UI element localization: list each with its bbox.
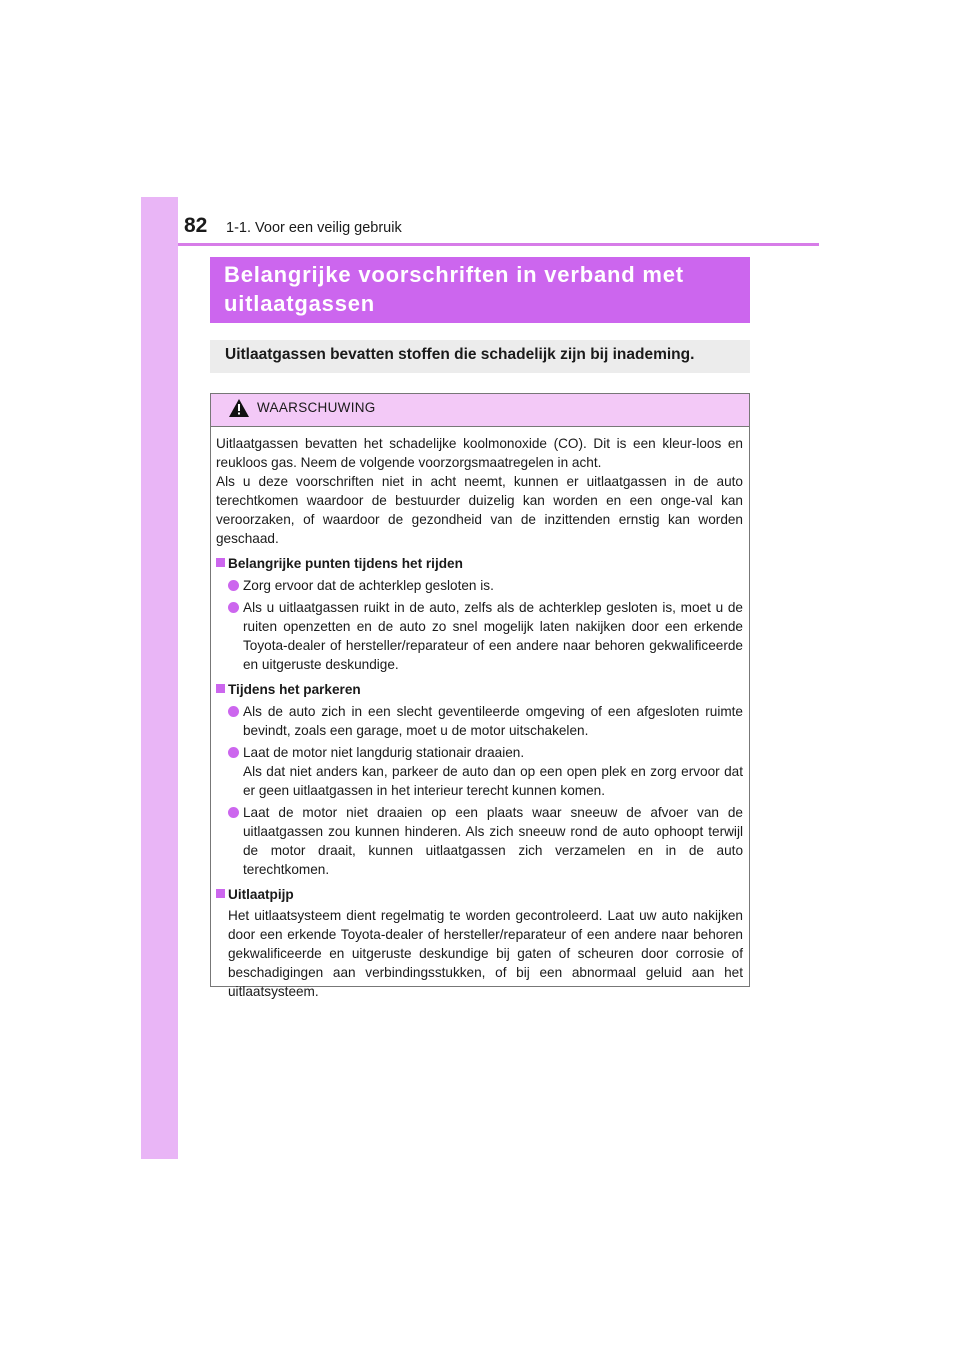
section-heading-text: Belangrijke punten tijdens het rijden [228,556,463,571]
section-heading-text: Tijdens het parkeren [228,682,361,697]
list-item-text: Als u uitlaatgassen ruikt in de auto, zelfs als de achterklep gesloten is, moet u de ruiten openzetten en de auto zo snel mogelijk laten nakijken door een erkende Toyota-dealer of hersteller/reparateur of een andere naar behoren gekwalificeerde en uitgeruste deskundige. [243,600,743,672]
running-head: 1-1. Voor een veilig gebruik [226,220,402,236]
list-item-text: Laat de motor niet draaien op een plaats waar sneeuw de afvoer van de uitlaatgassen zou kunnen hinderen. Als zich sneeuw rond de auto ophoopt terwijl de motor draait, kunnen uitlaatgassen zich verzamelen en in de auto terechtkomen. [243,805,743,877]
warning-triangle-icon [229,399,249,417]
list-item [216,702,743,740]
warning-header [211,394,749,427]
list-item [216,803,743,879]
list-item-text: Laat de motor niet langdurig stationair draaien. [243,745,525,760]
square-bullet-icon [216,684,225,693]
circle-bullet-icon [228,747,239,758]
list-item-text: Als de auto zich in een slecht geventileerde omgeving of een afgesloten ruimte bevindt, zoals een garage, moet u de motor uitschakelen. [243,704,743,738]
warning-box [210,393,750,999]
warning-body [216,434,743,1001]
circle-bullet-icon [228,807,239,818]
section-heading-driving [216,554,743,573]
section-title-line-1: Belangrijke voorschriften in verband met [224,262,684,287]
page-number: 82 [184,214,208,237]
warning-paragraph: Uitlaatgassen bevatten het schadelijke koolmonoxide (CO). Dit is een kleur-loos en reukloos gas. Neem de volgende voorzorgsmaatregelen in acht. [216,436,743,470]
section-heading-text: Uitlaatpijp [228,887,294,902]
side-tab-strip [141,197,178,1159]
square-bullet-icon [216,558,225,567]
section-title-banner [210,257,750,323]
square-bullet-icon [216,889,225,898]
header-rule [178,243,819,246]
circle-bullet-icon [228,706,239,717]
circle-bullet-icon [228,602,239,613]
list-item-text: Zorg ervoor dat de achterklep gesloten is. [243,578,494,593]
section-title-line-2: uitlaatgassen [224,291,376,316]
list-item [216,598,743,674]
list-item [216,743,743,762]
list-item-continuation: Als dat niet anders kan, parkeer de auto dan op een open plek en zorg ervoor dat er geen uitlaatgassen in het interieur terecht kunnen komen. [243,764,743,798]
warning-label: WAARSCHUWING [257,400,376,415]
list-item [216,576,743,595]
section-heading-parking [216,680,743,699]
intro-box [210,340,750,373]
circle-bullet-icon [228,580,239,591]
section-heading-exhaust-pipe [216,885,743,904]
section-text: Het uitlaatsysteem dient regelmatig te worden gecontroleerd. Laat uw auto nakijken door een erkende Toyota-dealer of hersteller/reparateur of een andere naar behoren gekwalificeerde en uitgeruste deskundige bij gaten of scheuren door corrosie of beschadigingen aan verbindingsstukken, of bij een abnormaal geluid aan het uitlaatsysteem. [228,908,743,999]
warning-paragraph: Als u deze voorschriften niet in acht neemt, kunnen er uitlaatgassen in de auto terechtkomen waardoor de bestuurder duizelig kan worden en een onge-val kan veroorzaken, of waardoor de gezondheid van de inzittenden ernstig kan worden geschaad. [216,474,743,546]
intro-text: Uitlaatgassen bevatten stoffen die schadelijk zijn bij inademing. [225,346,695,363]
